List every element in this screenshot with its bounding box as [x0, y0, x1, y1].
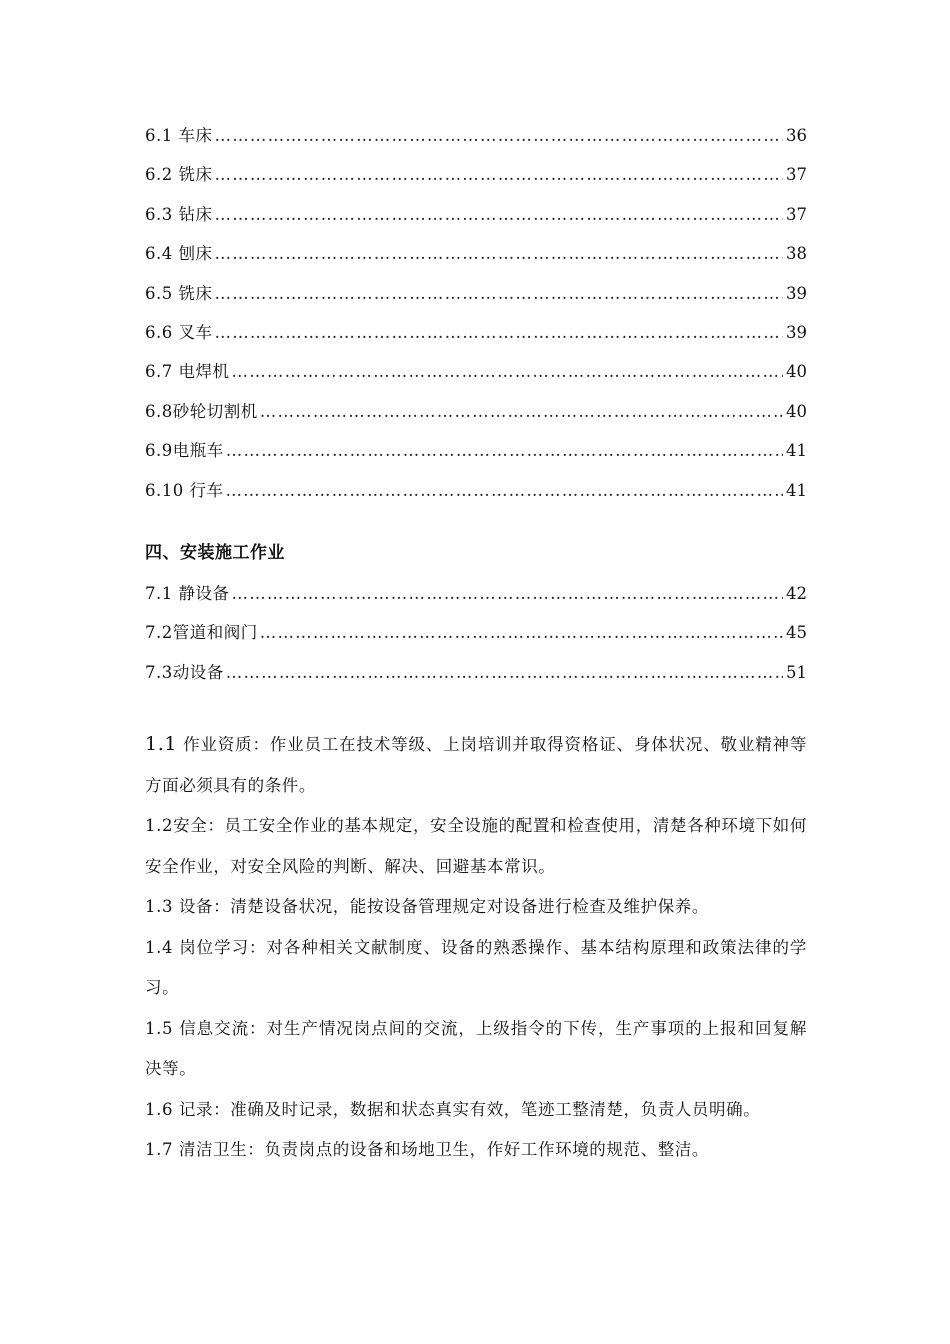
toc-entry[interactable] [145, 242, 807, 281]
toc-leader-dots [215, 124, 784, 148]
toc-leader-dots [215, 203, 784, 227]
toc-entry-label: 6.7 电焊机 [145, 362, 230, 382]
toc-entry-page: 37 [786, 165, 807, 185]
paragraph-number: 1.6 [145, 1099, 174, 1119]
toc-leader-dots [226, 439, 783, 463]
toc-entry[interactable] [145, 400, 807, 439]
paragraph-number: 1.2 [145, 816, 174, 835]
toc-entry-page: 39 [786, 283, 807, 303]
toc-leader-dots [232, 582, 784, 606]
toc-entry-page: 36 [786, 126, 807, 145]
paragraph [145, 806, 807, 887]
section-heading: 四、安装施工作业 [145, 543, 285, 563]
paragraph [145, 887, 807, 928]
toc-entry-page: 41 [786, 480, 807, 500]
paragraph-number: 1.4 [145, 937, 174, 957]
paragraph-number: 1.1 [145, 733, 178, 755]
paragraph-number: 1.5 [145, 1018, 174, 1038]
toc-entry[interactable] [145, 582, 807, 621]
paragraph-text: 岗位学习：对各种相关文献制度、设备的熟悉操作、基本结构原理和政策法律的学习。 [145, 937, 807, 997]
toc-entry-page: 45 [786, 623, 807, 643]
paragraph-text: 记录：准确及时记录，数据和状态真实有效，笔迹工整清楚，负责人员明确。 [173, 1099, 761, 1119]
toc-entry-page: 40 [786, 362, 807, 382]
toc-entry-page: 38 [786, 244, 807, 264]
toc-entry[interactable] [145, 163, 807, 202]
paragraph [145, 1130, 807, 1171]
toc-entry-label: 6.2 铣床 [145, 165, 213, 185]
toc-entry-label: 6.4 刨床 [145, 244, 213, 264]
toc-entry-label: 7.2管道和阀门 [145, 623, 258, 643]
paragraph [145, 1009, 807, 1090]
toc-leader-dots [215, 282, 784, 306]
toc-entry-page: 51 [786, 662, 807, 682]
toc-list-chapter-7 [145, 582, 807, 700]
toc-entry-page: 42 [786, 584, 807, 603]
toc-entry-label: 6.6 叉车 [145, 322, 213, 342]
toc-entry[interactable] [145, 321, 807, 360]
paragraph [145, 724, 807, 806]
toc-entry-label: 6.9电瓶车 [145, 441, 224, 461]
toc-entry[interactable] [145, 282, 807, 321]
toc-leader-dots [232, 360, 784, 384]
toc-entry-label: 6.1 车床 [145, 126, 213, 145]
toc-entry[interactable] [145, 661, 807, 700]
toc-leader-dots [260, 621, 783, 645]
paragraph-number: 1.3 [145, 897, 174, 916]
toc-entry-label: 7.3动设备 [145, 662, 224, 682]
toc-entry[interactable] [145, 203, 807, 242]
toc-entry[interactable] [145, 439, 807, 478]
paragraph [145, 1090, 807, 1131]
paragraph-text: 清洁卫生：负责岗点的设备和场地卫生，作好工作环境的规范、整洁。 [173, 1140, 709, 1159]
toc-leader-dots [215, 242, 784, 266]
toc-entry-label: 6.5 铣床 [145, 283, 213, 303]
paragraph-text: 信息交流：对生产情况岗点间的交流，上级指令的下传，生产事项的上报和回复解决等。 [145, 1018, 807, 1078]
toc-leader-dots [226, 661, 783, 685]
toc-entry-label: 6.8砂轮切割机 [145, 401, 258, 421]
toc-entry[interactable] [145, 621, 807, 660]
toc-leader-dots [260, 400, 783, 424]
paragraph-text: 作业资质：作业员工在技术等级、上岗培训并取得资格证、身体状况、敬业精神等方面必须具有的条件。 [145, 735, 807, 795]
body-text [145, 724, 807, 1171]
toc-entry-page: 40 [786, 401, 807, 421]
toc-entry[interactable] [145, 124, 807, 163]
toc-entry[interactable] [145, 360, 807, 399]
toc-entry-label: 7.1 静设备 [145, 584, 230, 603]
toc-leader-dots [215, 321, 784, 345]
paragraph [145, 928, 807, 1009]
toc-entry[interactable] [145, 479, 807, 518]
toc-entry-label: 6.3 钻床 [145, 204, 213, 224]
paragraph-number: 1.7 [145, 1140, 174, 1159]
paragraph-text: 设备：清楚设备状况，能按设备管理规定对设备进行检查及维护保养。 [173, 897, 709, 916]
paragraph-text: 安全：员工安全作业的基本规定，安全设施的配置和检查使用，清楚各种环境下如何安全作业，对安全风险的判断、解决、回避基本常识。 [145, 816, 807, 876]
toc-list-chapter-6 [145, 124, 807, 518]
toc-leader-dots [215, 163, 784, 187]
toc-leader-dots [225, 479, 783, 503]
toc-entry-label: 6.10 行车 [145, 480, 224, 500]
toc-entry-page: 39 [786, 322, 807, 342]
toc-entry-page: 37 [786, 204, 807, 224]
toc-entry-page: 41 [786, 441, 807, 461]
